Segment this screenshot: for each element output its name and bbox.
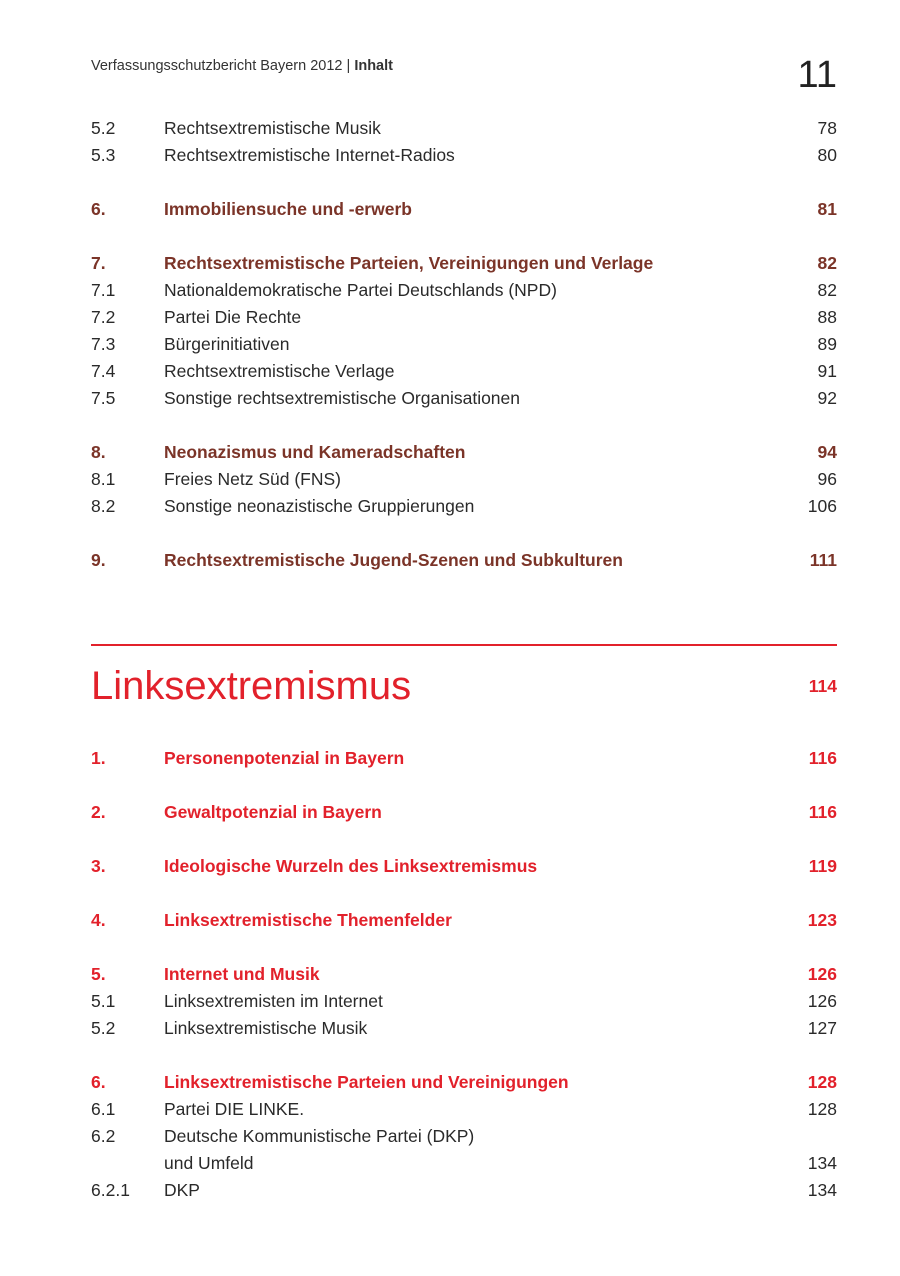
entry-page: 94 [817, 442, 837, 462]
entry-number: 5.3 [91, 145, 116, 165]
toc-entry[interactable] [91, 1096, 837, 1123]
toc-entry[interactable] [91, 142, 837, 169]
entry-number: 6.2 [91, 1126, 116, 1146]
entry-number: 2. [91, 802, 106, 822]
section-divider [91, 644, 837, 646]
entry-number: 9. [91, 550, 106, 570]
entry-number: 6. [91, 199, 106, 219]
toc-entry[interactable] [91, 547, 837, 574]
entry-page: 119 [808, 856, 837, 876]
entry-number: 5.2 [91, 1018, 116, 1038]
toc-entry[interactable] [91, 115, 837, 142]
entry-page: 123 [807, 910, 837, 930]
entry-title: Linksextremistische Parteien und Vereinigungen [164, 1072, 569, 1092]
entry-title: Gewaltpotenzial in Bayern [164, 802, 382, 822]
toc-entry[interactable] [91, 1015, 837, 1042]
toc-entry[interactable] [91, 277, 837, 304]
section-page: 114 [808, 676, 837, 696]
toc-entry[interactable] [91, 745, 837, 772]
section-title: Linksextremismus [91, 664, 412, 708]
entry-title: Linksextremistische Musik [164, 1018, 368, 1038]
entry-title: Rechtsextremistische Musik [164, 118, 381, 138]
entry-number: 7.5 [91, 388, 116, 408]
toc-entry[interactable] [91, 1150, 837, 1177]
entry-page: 116 [808, 802, 837, 822]
entry-number: 7. [91, 253, 106, 273]
entry-title: Sonstige neonazistische Gruppierungen [164, 496, 475, 516]
entry-title: Linksextremistische Themenfelder [164, 910, 452, 930]
entry-page: 78 [817, 118, 837, 138]
entry-title: Freies Netz Süd (FNS) [164, 469, 341, 489]
entry-title: Linksextremisten im Internet [164, 991, 383, 1011]
entry-number: 7.3 [91, 334, 116, 354]
entry-number: 1. [91, 748, 106, 768]
entry-title: Deutsche Kommunistische Partei (DKP) [164, 1126, 475, 1146]
entry-title: Partei DIE LINKE. [164, 1099, 305, 1119]
entry-number: 7.4 [91, 361, 116, 381]
header-title: Verfassungsschutzbericht Bayern 2012 | [91, 58, 355, 74]
entry-page: 116 [808, 748, 837, 768]
entry-number: 6. [91, 1072, 106, 1092]
toc-entry[interactable] [91, 385, 837, 412]
toc-entry[interactable] [91, 493, 837, 520]
entry-number: 8.1 [91, 469, 116, 489]
entry-page: 128 [807, 1072, 837, 1092]
entry-title: und Umfeld [164, 1153, 254, 1173]
entry-page: 126 [807, 964, 837, 984]
toc-entry[interactable] [91, 907, 837, 934]
entry-number: 8.2 [91, 496, 116, 516]
entry-page: 89 [817, 334, 837, 354]
entry-page: 96 [817, 469, 837, 489]
entry-page: 82 [817, 253, 837, 273]
entry-title: Sonstige rechtsextremistische Organisationen [164, 388, 521, 408]
entry-number: 7.2 [91, 307, 116, 327]
entry-page: 126 [807, 991, 837, 1011]
toc-entry[interactable] [91, 853, 837, 880]
entry-page: 81 [817, 199, 837, 219]
entry-title: Partei Die Rechte [164, 307, 302, 327]
entry-page: 134 [807, 1180, 837, 1200]
entry-number: 5.2 [91, 118, 116, 138]
header-section: Inhalt [354, 58, 393, 74]
toc-entry[interactable] [91, 439, 837, 466]
entry-number: 8. [91, 442, 106, 462]
entry-number: 3. [91, 856, 106, 876]
entry-page: 128 [807, 1099, 837, 1119]
entry-page [757, 1123, 837, 1150]
entry-title: DKP [164, 1180, 200, 1200]
entry-page: 88 [817, 307, 837, 327]
toc-entry[interactable] [91, 331, 837, 358]
toc-entry[interactable] [91, 304, 837, 331]
toc-entry[interactable] [91, 358, 837, 385]
toc-entry[interactable] [91, 988, 837, 1015]
entry-title: Neonazismus und Kameradschaften [164, 442, 466, 462]
entry-number: 6.2.1 [91, 1180, 130, 1200]
toc-entry[interactable] [91, 250, 837, 277]
entry-number: 5. [91, 964, 106, 984]
running-header [91, 58, 393, 74]
entry-number: 6.1 [91, 1099, 116, 1119]
entry-page: 80 [817, 145, 837, 165]
entry-number: 5.1 [91, 991, 116, 1011]
entry-title: Immobiliensuche und -erwerb [164, 199, 412, 219]
entry-title: Rechtsextremistische Parteien, Vereinigungen und Verlage [164, 253, 654, 273]
entry-page: 127 [807, 1018, 837, 1038]
entry-title: Ideologische Wurzeln des Linksextremismus [164, 856, 538, 876]
toc-rechtsextremismus [91, 115, 837, 574]
entry-title: Bürgerinitiativen [164, 334, 290, 354]
toc-entry[interactable] [91, 799, 837, 826]
entry-page: 106 [807, 496, 837, 516]
entry-page: 91 [817, 361, 837, 381]
entry-page: 134 [807, 1153, 837, 1173]
entry-title: Nationaldemokratische Partei Deutschlands (NPD) [164, 280, 557, 300]
toc-entry[interactable] [91, 196, 837, 223]
section-heading[interactable] [91, 664, 837, 709]
entry-number: 7.1 [91, 280, 116, 300]
toc-entry[interactable] [91, 1069, 837, 1096]
toc-entry[interactable] [91, 961, 837, 988]
toc-linksextremismus [91, 745, 837, 1204]
entry-page: 82 [817, 280, 837, 300]
entry-number [91, 1150, 164, 1177]
entry-page: 111 [809, 550, 837, 570]
entry-title: Internet und Musik [164, 964, 320, 984]
page-number: 11 [797, 54, 837, 96]
entry-title: Personenpotenzial in Bayern [164, 748, 405, 768]
entry-title: Rechtsextremistische Jugend-Szenen und Subkulturen [164, 550, 623, 570]
toc-entry[interactable] [91, 1177, 837, 1204]
entry-number: 4. [91, 910, 106, 930]
entry-title: Rechtsextremistische Verlage [164, 361, 395, 381]
entry-title: Rechtsextremistische Internet-Radios [164, 145, 455, 165]
entry-page: 92 [817, 388, 837, 408]
toc-entry[interactable] [91, 466, 837, 493]
toc-entry[interactable] [91, 1123, 837, 1150]
